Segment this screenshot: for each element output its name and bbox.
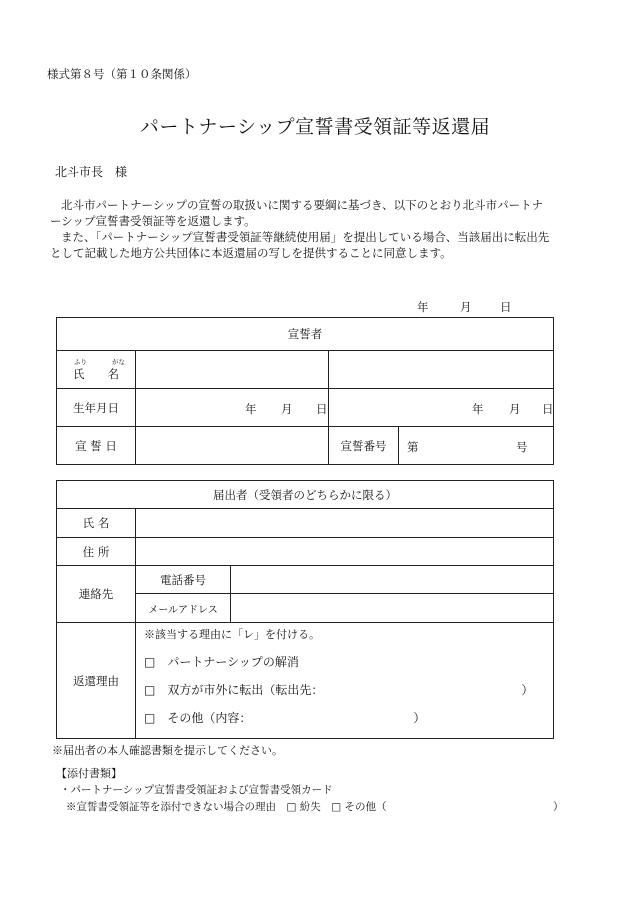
declarant-name-field-1[interactable] xyxy=(136,351,329,389)
phone-label: 電話番号 xyxy=(136,566,231,594)
phone-field[interactable] xyxy=(231,566,554,594)
body-paragraph-2: また、「パートナーシップ宣誓書受領証等継続使用届」を提出している場合、当該届出に転出先として記載した地方公共団体に本返還届の写しを提供することに同意します。 xyxy=(50,230,550,260)
reason-option-other[interactable]: □ その他（内容： ） xyxy=(144,711,426,725)
birth-field-2[interactable] xyxy=(329,389,554,427)
name-ruby-2: がな xyxy=(112,358,125,366)
notifier-table xyxy=(56,480,554,739)
declarant-heading: 宣誓者 xyxy=(57,318,554,351)
birth-field-1[interactable] xyxy=(136,389,329,427)
page-title: パートナーシップ宣誓書受領証等返還届 xyxy=(139,116,491,138)
birth-label: 生年月日 xyxy=(57,389,136,427)
oath-date-field[interactable] xyxy=(136,427,329,465)
birth2-day: 日 xyxy=(542,402,554,416)
reason-option-dissolution[interactable]: □ パートナーシップの解消 xyxy=(144,655,299,669)
notifier-heading: 届出者（受領者のどちらかに限る） xyxy=(57,481,554,509)
oath-number-field[interactable] xyxy=(399,427,554,465)
declarant-table xyxy=(56,317,554,465)
reason-cell xyxy=(136,623,554,739)
date-month-label: 月 xyxy=(460,300,472,314)
birth1-month: 月 xyxy=(281,402,293,416)
notifier-name-field[interactable] xyxy=(136,509,554,538)
notifier-address-field[interactable] xyxy=(136,538,554,566)
birth1-day: 日 xyxy=(316,402,328,416)
birth2-month: 月 xyxy=(509,402,521,416)
form-number: 様式第８号（第１０条関係） xyxy=(47,67,197,81)
date-day-label: 日 xyxy=(500,300,512,314)
attachment-reason-text: ※宣誓書受領証等を添付できない場合の理由 □ 紛失 □ その他（ xyxy=(66,801,387,813)
attachment-item: ・パートナーシップ宣誓書受領証および宣誓書受領カード xyxy=(60,784,333,796)
consent-text xyxy=(50,197,550,261)
oath-number-prefix: 第 xyxy=(407,440,419,454)
reason-option-moved-out[interactable]: □ 双方が市外に転出（転出先： ） xyxy=(144,683,534,697)
oath-number-label: 宣誓番号 xyxy=(329,427,399,465)
body-paragraph-1: 北斗市パートナーシップの宣誓の取扱いに関する要綱に基づき、以下のとおり北斗市パートナーシップ宣誓書受領証等を返還します。 xyxy=(50,198,544,228)
declarant-name-field-2[interactable] xyxy=(329,351,554,389)
birth2-year: 年 xyxy=(472,402,484,416)
oath-number-suffix: 号 xyxy=(516,440,528,454)
notifier-name-label: 氏 名 xyxy=(57,509,136,538)
contact-label: 連絡先 xyxy=(57,566,136,623)
name-ruby-1: ふり xyxy=(74,358,87,366)
declarant-name-label: ふり がな 氏 名 xyxy=(57,351,136,389)
reason-label: 返還理由 xyxy=(57,623,136,739)
addressee: 北斗市長 様 xyxy=(55,165,128,179)
date-year-label: 年 xyxy=(417,300,429,314)
oath-date-label: 宣 誓 日 xyxy=(57,427,136,465)
notifier-address-label: 住 所 xyxy=(57,538,136,566)
email-label: メールアドレス xyxy=(136,594,231,623)
email-field[interactable] xyxy=(231,594,554,623)
attachment-missing-reason xyxy=(66,799,566,814)
attachment-reason-close: ） xyxy=(553,801,564,813)
reason-note: ※該当する理由に「レ」を付ける。 xyxy=(144,628,320,641)
id-document-note: ※届出者の本人確認書類を提示してください。 xyxy=(52,744,283,757)
birth1-year: 年 xyxy=(245,402,257,416)
attachments-heading: 【添付書類】 xyxy=(56,767,122,780)
